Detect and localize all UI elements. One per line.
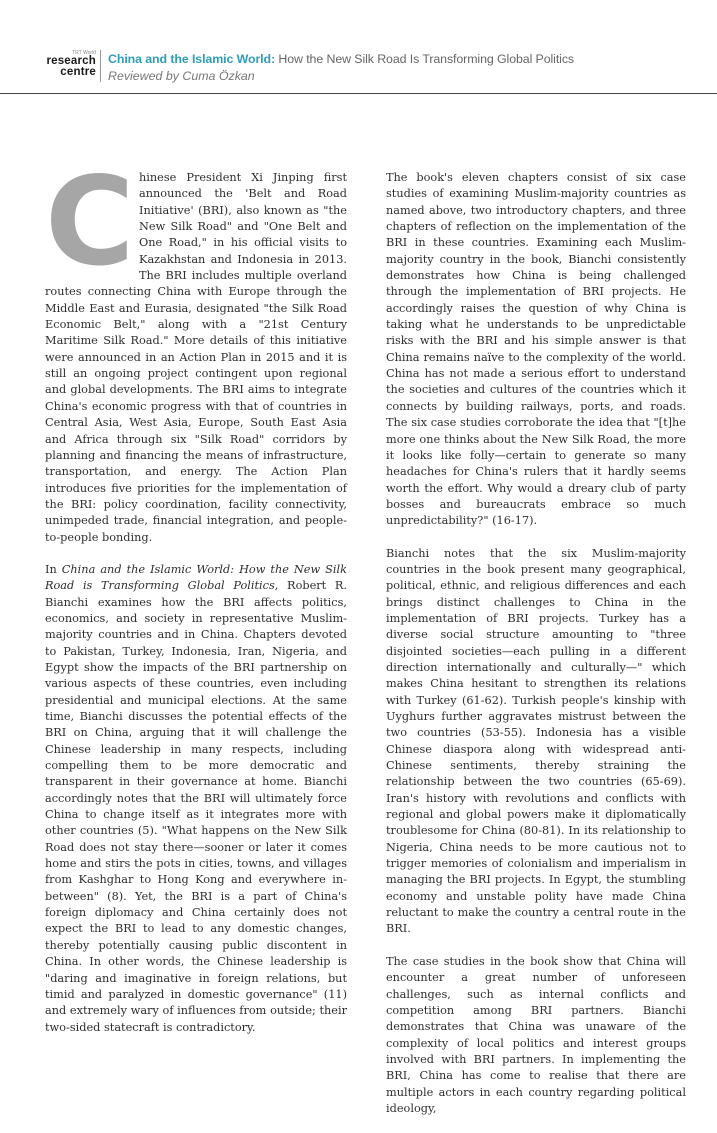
- research-centre-logo: [30, 50, 96, 78]
- drop-cap: C: [45, 151, 135, 293]
- paragraph-4: Bianchi notes that the six Muslim-majority countries in the book present many geographical, political, ethnic, and religious differences and each brings distinct challenges to China in the implementation of BRI projects. Turkey has a diverse social structure amounting to "three disjointed societies—each pulling in a different direction internationally and culturally—" which makes China hesitant to strengthen its relations with Turkey (61-62). Turkish people's kinship with Uyghurs further aggravates mistrust between the two countries (53-55). Indonesia has a visible Chinese diaspora along with widespread anti-Chinese sentiments, thereby straining the relationship between the two countries (65-69). Iran's history with revolutions and conflicts with regional and global powers make it diplomatically troublesome for China (80-81). In its relationship to Nigeria, China needs to be more cautious not to trigger memories of colonialism and imperialism in managing the BRI projects. In Egypt, the stumbling economy and unstable polity have made China reluctant to make the country a central route in the BRI.: [386, 546, 686, 936]
- paragraph-2-text: , Robert R. Bianchi examines how the BRI affects politics, economics, and society in representative Muslim-majority countries and in China. Chapters devoted to Pakistan, Turkey, Indonesia, Iran, Nigeria, and Egypt show the impacts of the BRI partnership on various aspects of these countries, even including presidential and municipal elections. At the same time, Bianchi discusses the potential effects of the BRI on China, arguing that it will challenge the Chinese leadership in many respects, including compelling them to be more democratic and transparent in their governance at home. Bianchi accordingly notes that the BRI will ultimately force China to change itself as it integrates more with other countries (5). "What happens on the New Silk Road does not stay there—sooner or later it comes home and stirs the pots in cities, towns, and villages from Kashghar to Hong Kong and everywhere in-between" (8). Yet, the BRI is a part of China's foreign diplomacy and China certainly does not expect the BRI to lead to any domestic changes, thereby potentially causing public discontent in China. In other words, the Chinese leadership is "daring and imaginative in foreign relations, but timid and paralyzed in domestic governance" (11) and extremely wary of influences from outside; their two-sided statecraft is contradictory.: [45, 579, 347, 1034]
- paragraph-5: The case studies in the book show that China will encounter a great number of unforeseen challenges, such as internal conflicts and competition among BRI partners. Bianchi demonstrates that China was unaware of the complexity of local politics and interest groups involved with BRI partners. In implementing the BRI, China has come to realise that there are multiple actors in each country regarding political ideology,: [386, 954, 686, 1115]
- paragraph-1: [45, 151, 347, 546]
- paragraph-2-pre: In: [45, 562, 62, 576]
- book-title: China and the Islamic World: How the New Silk Road is Transforming Global Politics: [45, 562, 347, 593]
- paragraph-3: The book's eleven chapters consist of six case studies of examining Muslim-majority countries as named above, two introductory chapters, and three chapters of reflection on the implementation of the BRI in these countries. Examining each Muslim-majority country in the book, Bianchi consistently demonstrates how China is being challenged through the implementation of BRI projects. He accordingly raises the question of why China is taking what he understands to be unpredictable risks with the BRI and his simple answer is that China remains naïve to the complexity of the world. China has not made a serious effort to understand the societies and cultures of the countries which it connects by building railways, ports, and roads. The six case studies corroborate the idea that "[t]he more one thinks about the New Silk Road, the more it looks like folly—certain to generate so many headaches for China's rulers that it hardly seems worth the effort. Why would a dreary club of party bosses and bureaucrats embrace so much unpredictability?" (16-17).: [386, 171, 686, 528]
- running-title-rest: How the New Silk Road Is Transforming Global Politics: [275, 52, 575, 66]
- page-header: [0, 40, 717, 92]
- running-title: [108, 52, 574, 66]
- left-column: [45, 151, 347, 1052]
- right-column: [386, 170, 686, 1133]
- logo-word-centre: centre: [60, 66, 96, 78]
- paragraph-2: [45, 562, 347, 1036]
- logo-tag: TRT World: [72, 50, 96, 56]
- paragraph-1-text: hinese President Xi Jinping first announced the 'Belt and Road Initiative' (BRI), also known as "the New Silk Road" and "One Belt and One Road," in his official visits to Kazakhstan and Indonesia in 2013. The BRI includes multiple overland routes connecting China with Europe through the Middle East and Eurasia, designated "the Silk Road Economic Belt," along with a "21st Century Maritime Silk Road." More details of this initiative were announced in an Action Plan in 2015 and it is still an ongoing project contingent upon regional and global developments. The BRI aims to integrate China's economic progress with that of countries in Central Asia, West Asia, Europe, South East Asia and Africa through six "Silk Road" corridors by planning and financing the means of infrastructure, transportation, and energy. The Action Plan introduces five priorities for the implementation of the BRI: policy coordination, facility connectivity, unimpeded trade, financial integration, and people-to-people bonding.: [45, 171, 347, 544]
- running-title-bold: China and the Islamic World:: [108, 52, 276, 66]
- reviewer-line: Reviewed by Cuma Özkan: [108, 69, 255, 83]
- header-divider: [100, 50, 101, 82]
- header-rule: [0, 93, 717, 94]
- logo-word-research: research: [46, 55, 96, 67]
